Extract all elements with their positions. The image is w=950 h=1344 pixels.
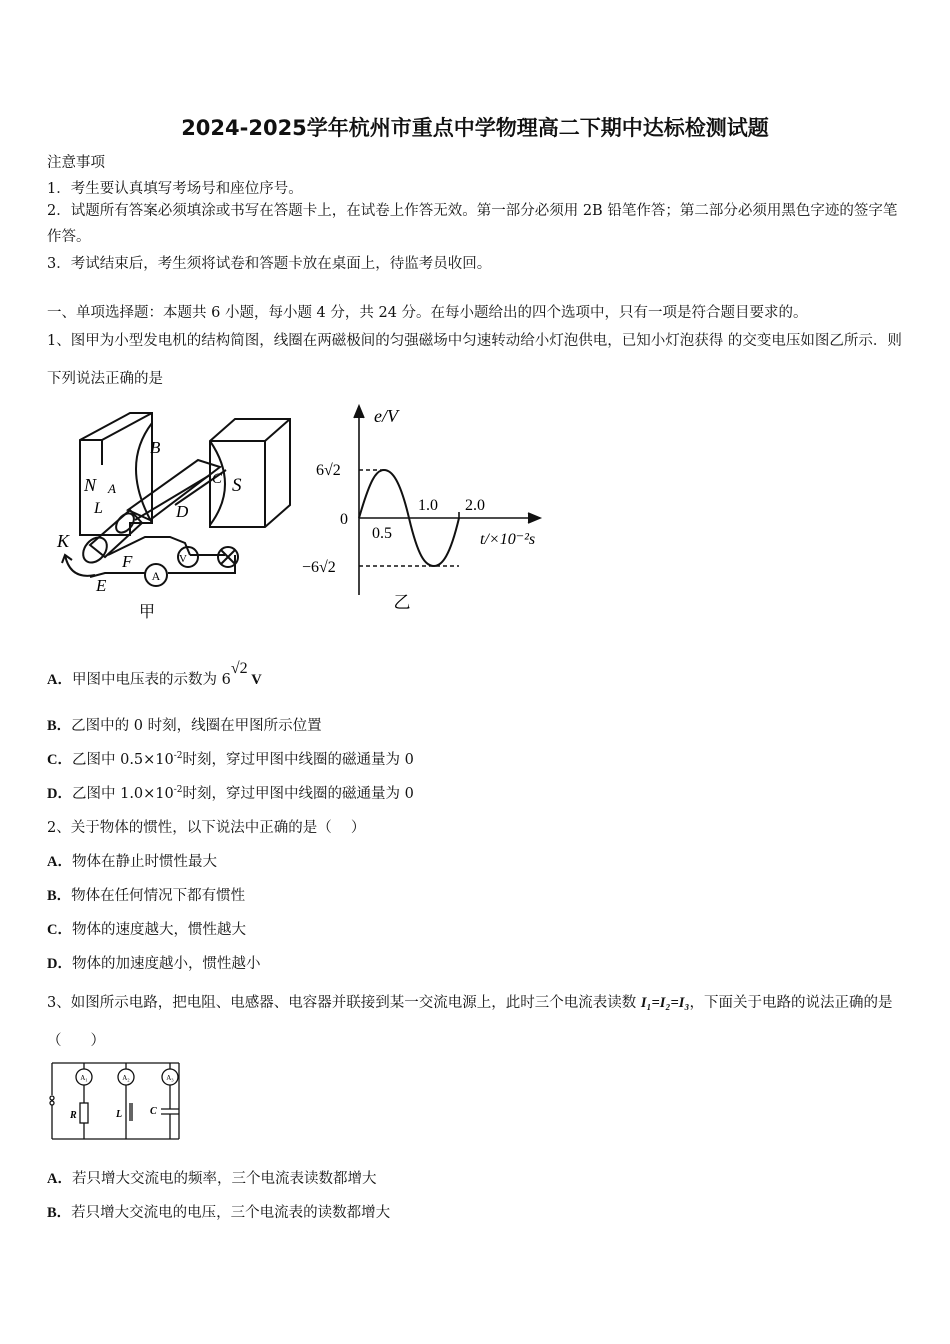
label-ammeter: A [151, 569, 161, 583]
tick-x-0-5: 0.5 [372, 525, 392, 542]
label-voltmeter: V [179, 553, 187, 565]
label-S: S [232, 475, 242, 496]
page-title: 2024-2025学年杭州市重点中学物理高二下期中达标检测试题 [181, 116, 769, 140]
section-heading: 一、单项选择题：本题共 6 小题，每小题 4 分，共 24 分。在每小题给出的四个选项中，只有一项是符合题目要求的。 [47, 305, 808, 321]
label-B: B [150, 438, 161, 457]
q3-stem: 3、如图所示电路，把电阻、电感器、电容器并联接到某一交流电源上，此时三个电流表读数 I₁=I₂=I₃，下面关于电路的说法正确的是（ ） [47, 995, 893, 1049]
label-C: C [212, 471, 223, 487]
notice-item-1: 1．考生要认真填写考场号和座位序号。 [47, 181, 303, 197]
rlc-circuit-figure [44, 1055, 184, 1145]
q1-option-c: C．乙图中 $0.5\times 10^{-2}$时刻，穿过甲图中线圈的磁通量为 0 [47, 751, 414, 768]
label-E: E [96, 576, 107, 595]
q1-option-d: D．乙图中 $1.0\times 10^{-2}$时刻，穿过甲图中线圈的磁通量为 0 [47, 785, 414, 802]
q1-option-a: A．甲图中电压表的示数为 6√2 V [47, 660, 262, 688]
voltage-graph [300, 400, 570, 620]
graph-x-label: t/×10⁻²s [480, 531, 536, 548]
q2-option-a: A．物体在静止时惯性最大 [47, 854, 217, 870]
caption-jia: 甲 [138, 604, 156, 621]
notice-heading: 注意事项 [47, 155, 105, 171]
q2-option-b: B．物体在任何情况下都有惯性 [47, 888, 246, 904]
label-D: D [176, 502, 189, 521]
notice-item-3: 3．考试结束后，考生须将试卷和答题卡放在桌面上，待监考员收回。 [47, 256, 492, 272]
label-c: C [150, 1106, 157, 1117]
label-N: N [84, 475, 97, 495]
q1-stem: 1、图甲为小型发电机的结构简图，线圈在两磁极间的匀强磁场中匀速转动给小灯泡供电，已知小灯泡获得 的交变电压如图乙所示．则下列说法正确的是 [47, 333, 902, 387]
label-K: K [57, 531, 70, 551]
label-l: L [116, 1109, 123, 1120]
q2-stem: 2、关于物体的惯性，以下说法中正确的是（ ） [47, 820, 366, 836]
tick-x-1-0: 1.0 [418, 497, 438, 514]
label-A-coil: A [108, 481, 116, 496]
label-r: R [70, 1110, 77, 1121]
q2-option-d: D．物体的加速度越小，惯性越小 [47, 956, 261, 972]
label-L: L [94, 500, 103, 517]
q1-option-b: B．乙图中的 0 时刻，线圈在甲图所示位置 [47, 718, 322, 734]
graph-y-label: e/V [374, 406, 398, 426]
tick-y-pos: 6√2 [316, 462, 341, 479]
tick-x-2-0: 2.0 [465, 497, 485, 514]
notice-item-2: 2．试题所有答案必须填涂或书写在答题卡上，在试卷上作答无效。第一部分必须用 2B 铅笔作答；第二部分必须用黑色字迹的签字笔作答。 [47, 203, 898, 245]
meter-a2: A₂ [122, 1074, 130, 1082]
q3-option-a: A．若只增大交流电的频率，三个电流表读数都增大 [47, 1171, 377, 1187]
q3-option-b: B．若只增大交流电的电压，三个电流表的读数都增大 [47, 1205, 391, 1221]
q2-option-c: C．物体的速度越大，惯性越大 [47, 922, 246, 938]
label-F: F [122, 552, 133, 571]
generator-figure [50, 405, 300, 625]
meter-a3: A₃ [166, 1074, 174, 1082]
caption-yi: 乙 [393, 593, 411, 612]
tick-y-zero: 0 [340, 511, 348, 528]
tick-y-neg: −6√2 [302, 559, 336, 576]
sqrt-two: √2 [230, 660, 248, 677]
meter-a1: A₁ [80, 1074, 88, 1082]
